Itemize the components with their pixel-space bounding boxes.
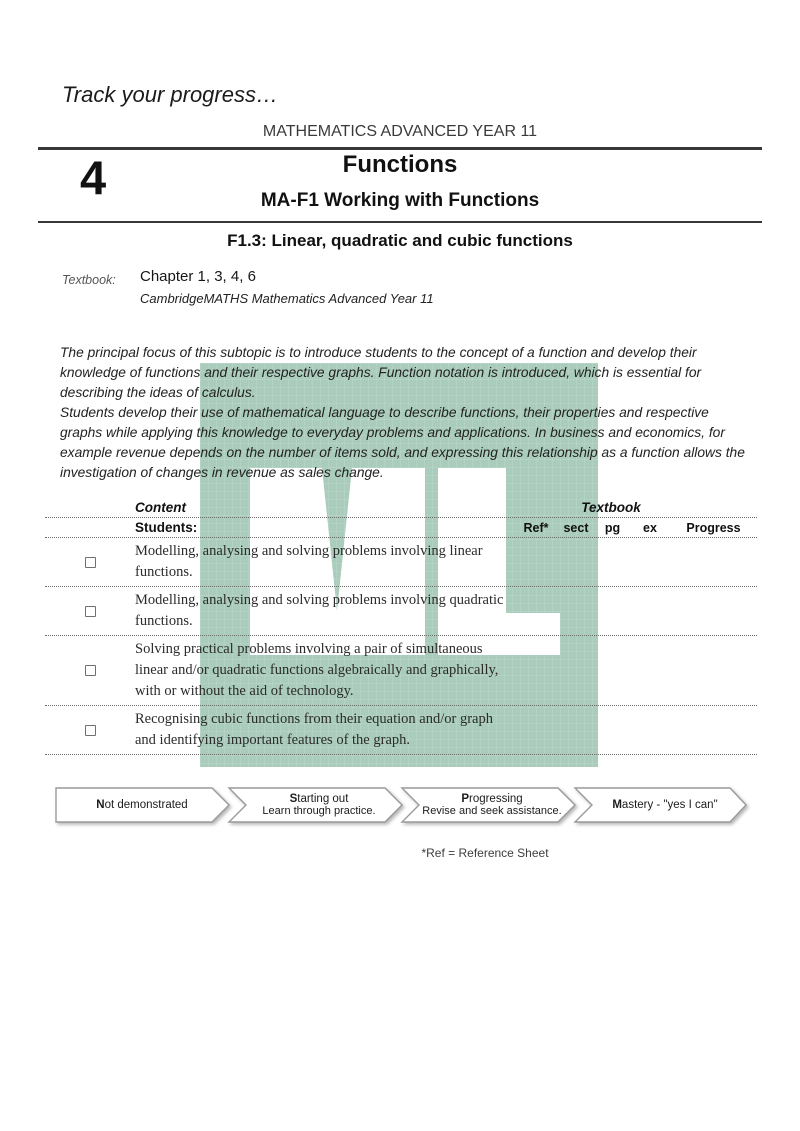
table-row xyxy=(45,636,757,706)
topic-title: Functions xyxy=(342,151,458,178)
textbook-chapters: Chapter 1, 3, 4, 6 xyxy=(140,268,256,285)
scale-step-progressing xyxy=(405,787,579,823)
scale-step-mastery xyxy=(578,787,752,823)
col-header-sect: sect xyxy=(563,521,589,535)
page-tagline: Track your progress… xyxy=(62,82,278,107)
textbook-column-header: Textbook xyxy=(581,500,641,515)
header-rule-bottom xyxy=(38,221,762,223)
header-rule-top xyxy=(38,147,762,150)
outcome-text: Modelling, analysing and solving problems involving linear functions. xyxy=(135,543,483,580)
outcome-title: MA-F1 Working with Functions xyxy=(260,190,540,211)
progress-scale xyxy=(55,787,747,823)
subtopic-title: F1.3: Linear, quadratic and cubic functions xyxy=(227,231,573,250)
row-checkbox[interactable] xyxy=(85,557,96,568)
row-checkbox[interactable] xyxy=(85,606,96,617)
course-title: MATHEMATICS ADVANCED YEAR 11 xyxy=(262,123,538,140)
outcome-text: Solving practical problems involving a pair of simultaneous linear and/or quadratic functions algebraically and graphically, with or without the aid of technology. xyxy=(135,641,499,699)
scale-step-label: Mastery - "yes I can" xyxy=(612,799,718,811)
scale-step-sublabel: Revise and seek assistance. xyxy=(422,805,562,817)
col-header-pg: pg xyxy=(604,521,621,535)
scale-step-starting-out xyxy=(232,787,406,823)
scale-step-label: Not demonstrated xyxy=(96,799,188,811)
scale-step-label: Starting out xyxy=(289,793,349,805)
textbook-name: CambridgeMATHS Mathematics Advanced Year 11 xyxy=(140,291,434,306)
table-subheader-row xyxy=(45,518,757,538)
scale-step-sublabel: Learn through practice. xyxy=(262,805,376,817)
table-row xyxy=(45,587,757,636)
topic-number: 4 xyxy=(80,151,107,204)
scale-step-label: Progressing xyxy=(461,793,523,805)
scale-step-not-demonstrated xyxy=(55,787,229,823)
subtopic-focus-text xyxy=(60,343,752,483)
table-row xyxy=(45,538,757,587)
focus-paragraph-1: The principal focus of this subtopic is to introduce students to the concept of a function and develop their knowledge of functions and their respective graphs. Function notation is introduced, which is essential for describing the ideas of calculus. xyxy=(60,345,702,400)
outcome-text: Recognising cubic functions from their equation and/or graph and identifying important features of the graph. xyxy=(135,711,493,748)
ref-footnote: *Ref = Reference Sheet xyxy=(421,846,549,860)
col-header-ref: Ref* xyxy=(523,521,549,535)
content-column-header: Content xyxy=(135,500,186,515)
col-header-ex: ex xyxy=(643,521,657,535)
textbook-label: Textbook: xyxy=(62,273,116,287)
row-checkbox[interactable] xyxy=(85,665,96,676)
syllabus-table xyxy=(45,494,757,755)
focus-paragraph-2: Students develop their use of mathematical language to describe functions, their properties and respective graphs while applying this knowledge to everyday problems and applications. In business and economics, for example revenue depends on the number of items sold, and expressing this relationship as a function allows the investigation of changes in revenue as sales change. xyxy=(60,405,745,480)
outcome-text: Modelling, analysing and solving problems involving quadratic functions. xyxy=(135,592,504,629)
students-label: Students: xyxy=(135,520,198,535)
col-header-progress: Progress xyxy=(686,521,741,535)
row-checkbox[interactable] xyxy=(85,725,96,736)
table-header-row xyxy=(45,494,757,518)
table-row xyxy=(45,706,757,755)
